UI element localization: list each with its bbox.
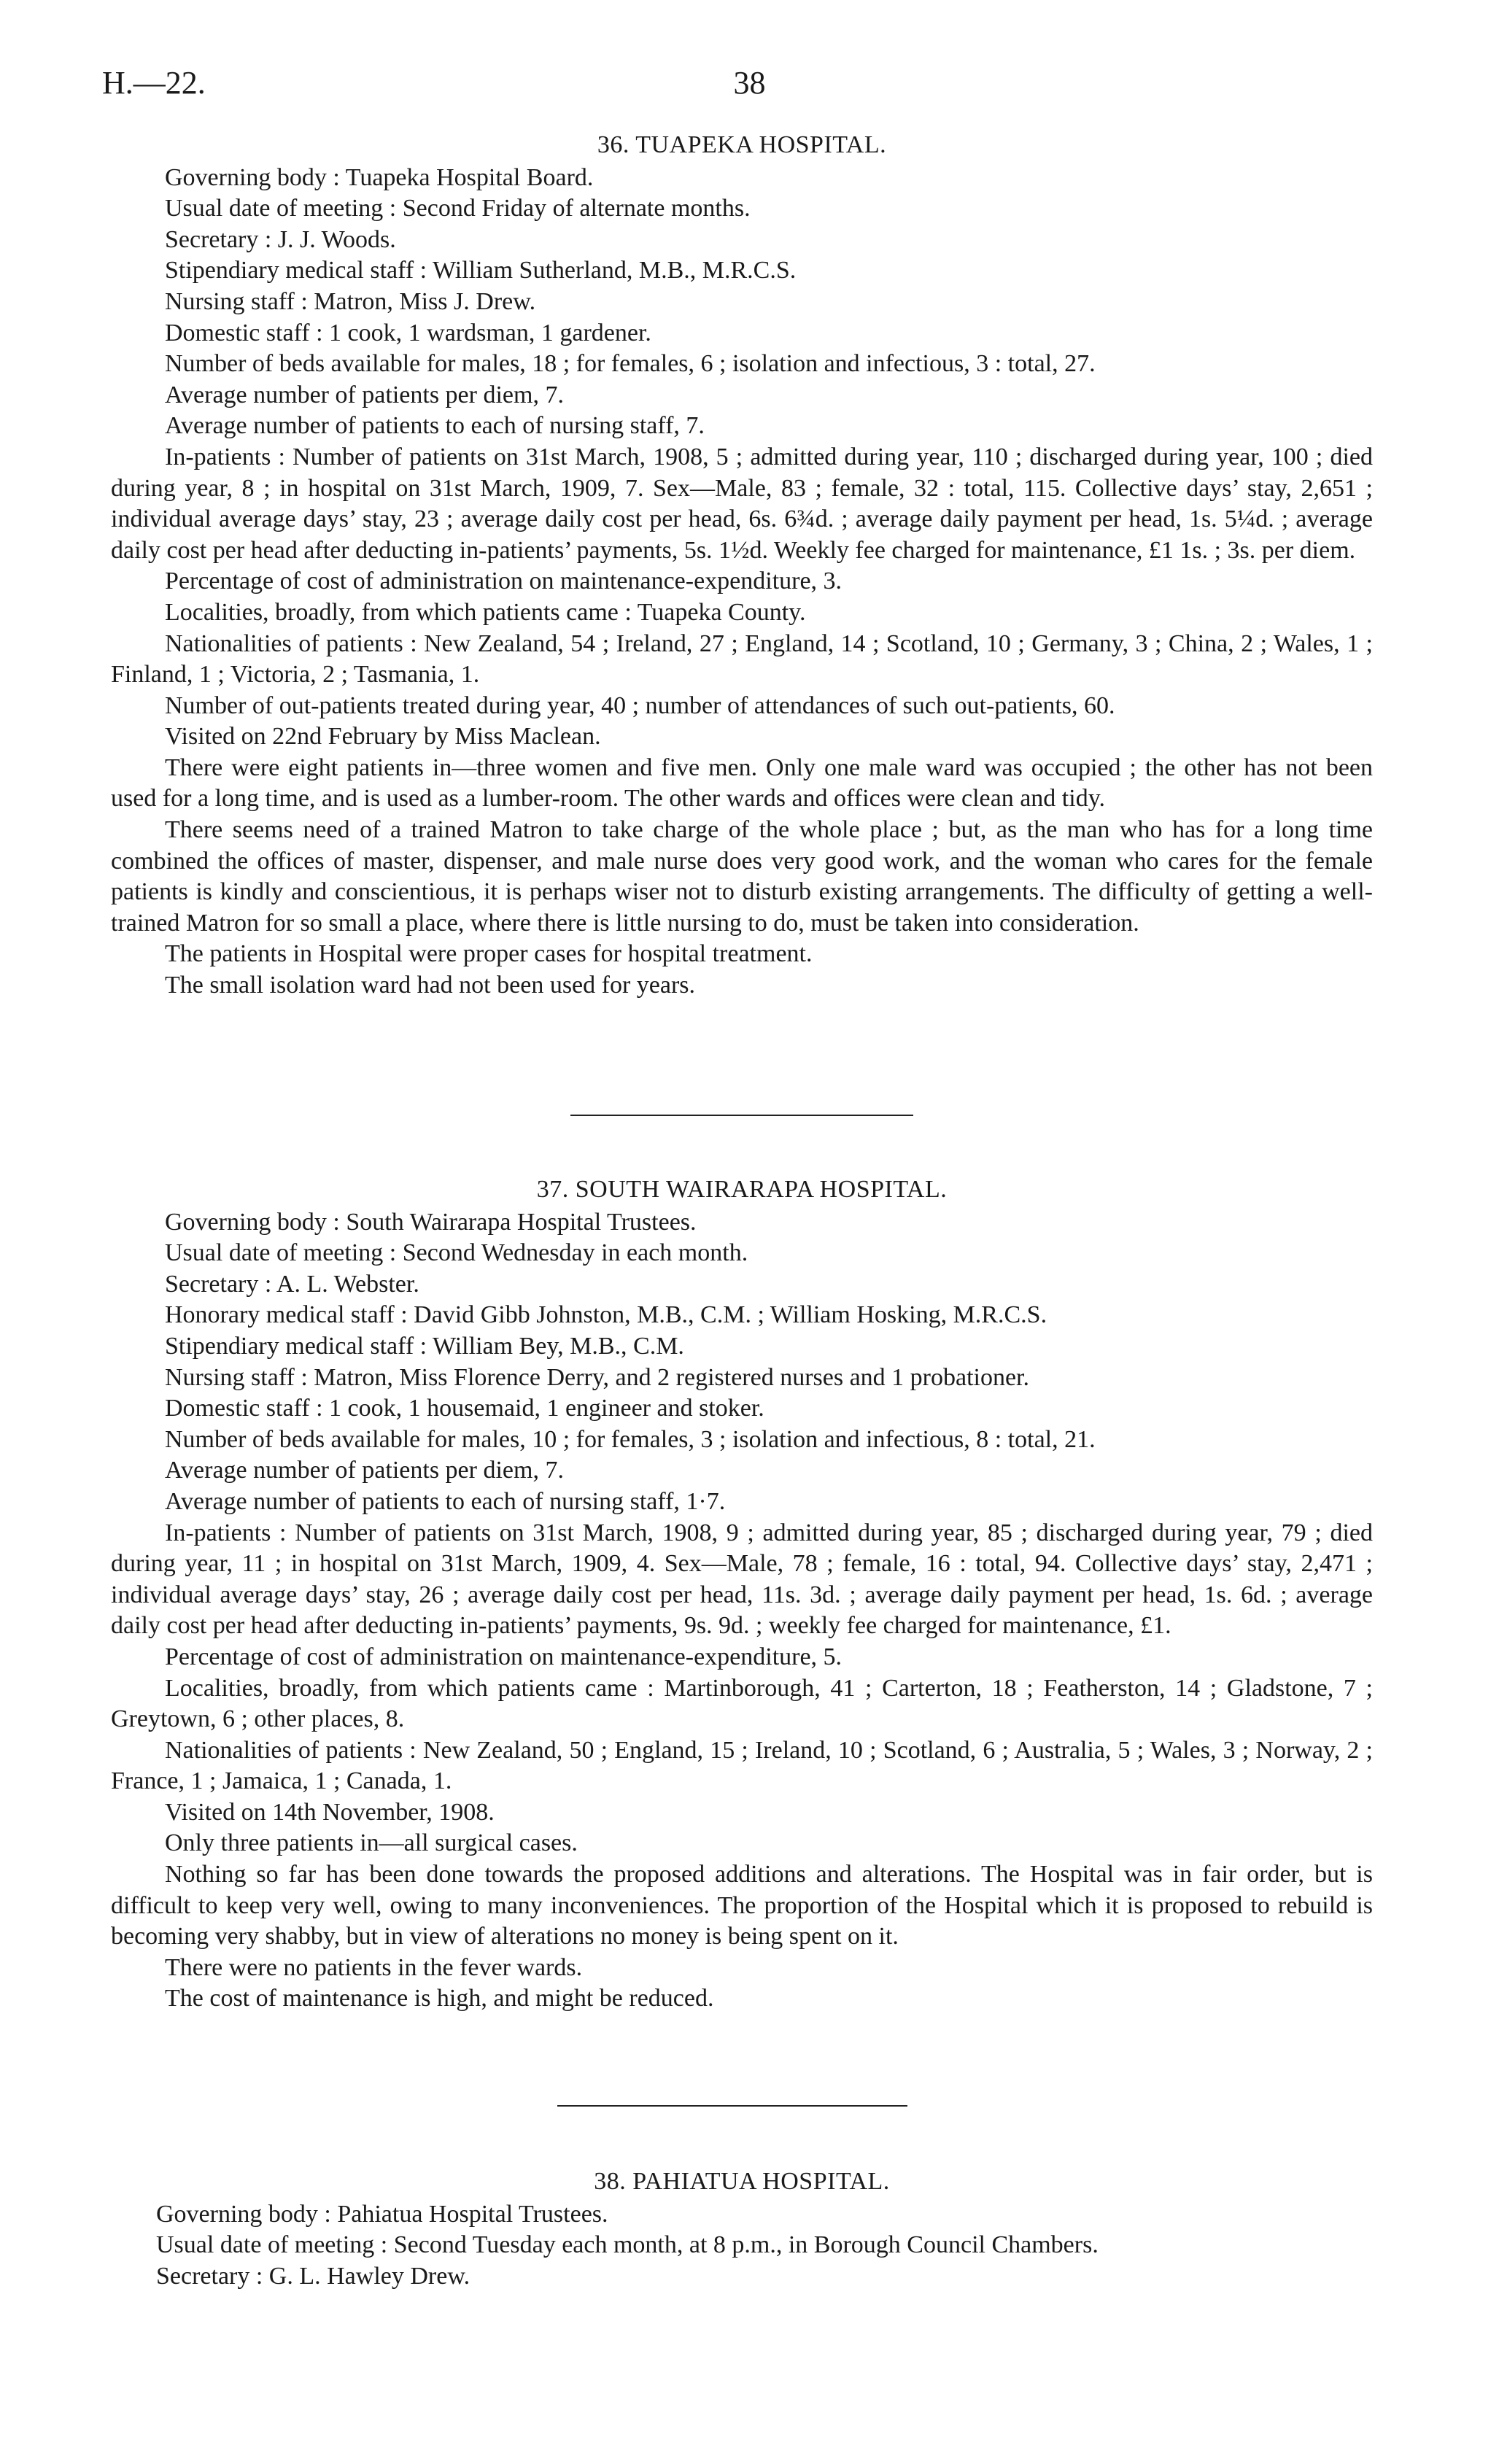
domestic-staff-line: Domestic staff : 1 cook, 1 wardsman, 1 gardener. [165, 319, 651, 346]
in-patients-paragraph: In-patients : Number of patients on 31st March, 1908, 5 ; admitted during year, 110 ; discharged during year, 100 ; died during year, 8 ; in hospital on 31st March, 1909, 7. Sex—Male, 83 ; female, 32 : total, 115. Collective days’ stay, 2,651 ; individual average days’ stay, 23 ; average daily cost per head, 6s. 6¾d. ; average daily payment per head, 1s. 5¼d. ; average daily cost per head after deducting in-patients’ payments, 5s. 1½d. Weekly fee charged for maintenance, £1 1s. ; 3s. per diem. [111, 443, 1373, 564]
nursing-staff-line: Nursing staff : Matron, Miss Florence Derry, and 2 registered nurses and 1 probationer. [165, 1363, 1030, 1391]
patients-per-diem-line: Average number of patients per diem, 7. [165, 381, 564, 408]
patients-cases-paragraph: The patients in Hospital were proper cases for hospital treatment. [165, 940, 813, 968]
section-south-wairarapa-hospital [111, 1174, 1373, 2015]
out-patients-paragraph: Number of out-patients treated during year, 40 ; number of attendances of such out-patients, 60. [165, 691, 1115, 719]
fever-wards-paragraph: There were no patients in the fever wards. [165, 1953, 583, 1981]
secretary-line: Secretary : A. L. Webster. [165, 1270, 419, 1298]
page-number: 38 [733, 65, 766, 101]
isolation-ward-paragraph: The small isolation ward had not been used for years. [165, 972, 696, 999]
stipendiary-staff-line: Stipendiary medical staff : William Sutherland, M.B., M.R.C.S. [165, 257, 797, 284]
stipendiary-staff-line: Stipendiary medical staff : William Bey, M.B., C.M. [165, 1332, 684, 1360]
document-reference: H.—22. [102, 65, 206, 101]
inspection-paragraph: There were eight patients in—three women and five men. Only one male ward was occupied ; the other has not been used for a long time, and is used as a lumber-room. The other wards and offices were clean and tidy. [111, 753, 1373, 813]
meeting-date-line: Usual date of meeting : Second Wednesday in each month. [165, 1239, 748, 1267]
localities-paragraph: Localities, broadly, from which patients came : Martinborough, 41 ; Carterton, 18 ; Featherston, 14 ; Gladstone, 7 ; Greytown, 6 ; other places, 8. [111, 1674, 1373, 1733]
honorary-staff-line: Honorary medical staff : David Gibb Johnston, M.B., C.M. ; William Hosking, M.R.C.S. [165, 1301, 1047, 1329]
maintenance-cost-paragraph: The cost of maintenance is high, and might be reduced. [165, 1985, 714, 2012]
admin-cost-paragraph: Percentage of cost of administration on maintenance-expenditure, 3. [165, 567, 843, 595]
patients-per-diem-line: Average number of patients per diem, 7. [165, 1457, 564, 1484]
governing-body-line: Governing body : South Wairarapa Hospital Trustees. [165, 1208, 697, 1236]
section-divider [557, 2105, 907, 2107]
matron-paragraph: There seems need of a trained Matron to take charge of the whole place ; but, as the man who has for a long time combined the offices of master, dispenser, and male nurse does very good work, and the woman who cares for the female patients is kindly and conscientious, it is perhaps wiser not to disturb existing arrangements. The difficulty of getting a well-trained Matron for so small a place, where there is little nursing to do, must be taken into consideration. [111, 816, 1373, 937]
section-pahiatua-hospital [111, 2166, 1373, 2292]
meeting-date-line: Usual date of meeting : Second Friday of alternate months. [165, 195, 751, 222]
section-heading: 37. SOUTH WAIRARAPA HOSPITAL. [536, 1176, 948, 1203]
patients-per-nurse-line: Average number of patients to each of nursing staff, 1·7. [165, 1487, 726, 1515]
alterations-paragraph: Nothing so far has been done towards the proposed additions and alterations. The Hospital was in fair order, but is difficult to keep very well, owing to many inconveniences. The proportion of the Hospital which it is proposed to rebuild is becoming very shabby, but in view of alterations no money is being spent on it. [111, 1861, 1373, 1950]
governing-body-line: Governing body : Tuapeka Hospital Board. [165, 163, 594, 191]
nationalities-paragraph: Nationalities of patients : New Zealand, 54 ; Ireland, 27 ; England, 14 ; Scotland, 10 ; Germany, 3 ; China, 2 ; Wales, 1 ; Finland, 1 ; Victoria, 2 ; Tasmania, 1. [111, 629, 1373, 689]
localities-paragraph: Localities, broadly, from which patients came : Tuapeka County. [165, 598, 806, 626]
visit-paragraph: Visited on 14th November, 1908. [165, 1798, 495, 1826]
section-heading: 38. PAHIATUA HOSPITAL. [594, 2168, 890, 2195]
admin-cost-paragraph: Percentage of cost of administration on maintenance-expenditure, 5. [165, 1643, 843, 1670]
running-head [102, 64, 1397, 108]
nursing-staff-line: Nursing staff : Matron, Miss J. Drew. [165, 287, 536, 315]
beds-line: Number of beds available for males, 18 ; for females, 6 ; isolation and infectious, 3 : total, 27. [165, 350, 1096, 378]
section-heading: 36. TUAPEKA HOSPITAL. [597, 131, 887, 158]
in-patients-paragraph: In-patients : Number of patients on 31st March, 1908, 9 ; admitted during year, 85 ; discharged during year, 79 ; died during year, 11 ; in hospital on 31st March, 1909, 4. Sex—Male, 78 ; female, 16 : total, 94. Collective days’ stay, 2,471 ; individual average days’ stay, 26 ; average daily cost per head, 11s. 3d. ; average daily payment per head, 1s. 6d. ; average daily cost per head after deducting in-patients’ payments, 9s. 9d. ; weekly fee charged for maintenance, £1. [111, 1519, 1373, 1640]
patients-per-nurse-line: Average number of patients to each of nursing staff, 7. [165, 412, 705, 440]
nationalities-paragraph: Nationalities of patients : New Zealand, 50 ; England, 15 ; Ireland, 10 ; Scotland, 6 ; Australia, 5 ; Wales, 3 ; Norway, 2 ; France, 1 ; Jamaica, 1 ; Canada, 1. [111, 1736, 1373, 1795]
beds-line: Number of beds available for males, 10 ; for females, 3 ; isolation and infectious, 8 : total, 21. [165, 1425, 1096, 1453]
secretary-line: Secretary : G. L. Hawley Drew. [156, 2262, 470, 2290]
domestic-staff-line: Domestic staff : 1 cook, 1 housemaid, 1 engineer and stoker. [165, 1395, 764, 1422]
section-divider [570, 1115, 913, 1116]
secretary-line: Secretary : J. J. Woods. [165, 225, 396, 253]
meeting-date-line: Usual date of meeting : Second Tuesday each month, at 8 p.m., in Borough Council Chambers. [156, 2231, 1099, 2259]
governing-body-line: Governing body : Pahiatua Hospital Trustees. [156, 2200, 608, 2228]
section-tuapeka-hospital [111, 130, 1373, 1002]
patients-present-paragraph: Only three patients in—all surgical cases. [165, 1829, 578, 1857]
visit-paragraph: Visited on 22nd February by Miss Maclean. [165, 723, 601, 751]
